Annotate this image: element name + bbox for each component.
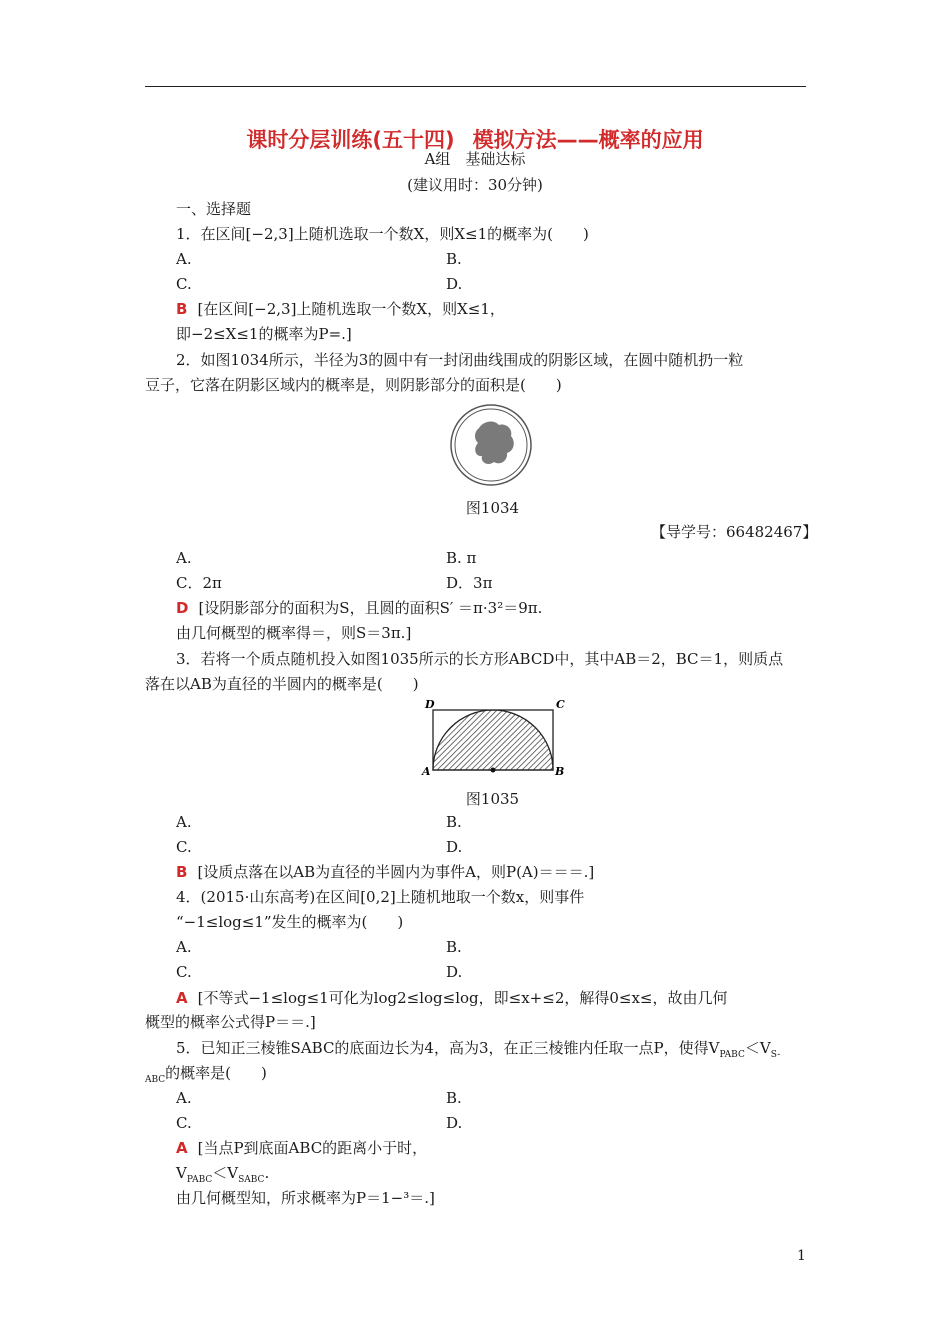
q5-sol-end: . [264, 1164, 270, 1182]
shaded-region [475, 421, 514, 464]
q1-option-d: D. [446, 275, 463, 293]
q3-option-c: C. [176, 838, 192, 856]
q1-solution-line2: 即−2≤X≤1的概率为P=.] [176, 325, 352, 343]
q5-solution-line3: 由几何概型知，所求概率为P＝1−³＝.] [176, 1189, 435, 1207]
vertex-a-label: A [422, 765, 431, 778]
q5-sol-v1: V [176, 1164, 187, 1182]
q2-option-c: C．2π [176, 574, 222, 592]
q5-sol-mid: ＜V [212, 1164, 239, 1182]
q3-solution [176, 862, 594, 882]
group-label: A组 基础达标 [424, 150, 526, 168]
q5-stem-text: 5．已知正三棱锥SABC的底面边长为4，高为3，在正三棱锥内任取一点P，使得V [176, 1039, 720, 1057]
q2-option-b: B. π [446, 549, 477, 567]
page-number: 1 [797, 1248, 806, 1264]
q5-solution [176, 1138, 427, 1158]
q4-stem-line1: 4．(2015·山东高考)在区间[0,2]上随机地取一个数x，则事件 [176, 888, 585, 906]
section-heading: 一、选择题 [176, 200, 252, 218]
q5-solution-line1: [当点P到底面ABC的距离小于时， [197, 1139, 428, 1157]
q5-stem2-text: 的概率是( ) [165, 1064, 267, 1082]
figure-1035-caption: 图1035 [465, 790, 520, 808]
time-label: (建议用时：30分钟) [407, 176, 543, 194]
q4-answer: A [176, 989, 188, 1007]
q2-option-d: D．3π [446, 574, 493, 592]
q5-solution-line2 [176, 1163, 269, 1190]
figure-1034-circle [445, 404, 537, 486]
q5-option-c: C. [176, 1114, 192, 1132]
q2-answer: D [176, 599, 189, 617]
vertex-b-label: B [555, 765, 565, 778]
q4-solution [176, 988, 728, 1008]
q5-option-a: A. [176, 1089, 192, 1107]
figure-1034-caption: 图1034 [465, 499, 520, 517]
q4-solution-line2: 概型的概率公式得P＝＝.] [145, 1013, 316, 1031]
q2-solution-line2: 由几何概型的概率得＝，则S＝3π.] [176, 624, 412, 642]
q3-stem-line2: 落在以AB为直径的半圆内的概率是( ) [145, 675, 419, 693]
q5-sol-sub2: SABC [238, 1175, 265, 1185]
q5-stem-line1 [176, 1038, 780, 1065]
q4-option-c: C. [176, 963, 192, 981]
q4-solution-line1: [不等式−1≤log≤1可化为log2≤log≤log，即≤x+≤2，解得0≤x≤，故由几何 [197, 989, 728, 1007]
q1-stem: 1．在区间[−2,3]上随机选取一个数X，则X≤1的概率为( ) [176, 225, 589, 243]
q3-option-b: B. [446, 813, 462, 831]
q5-option-d: D. [446, 1114, 463, 1132]
q4-stem-line2: “−1≤log≤1”发生的概率为( ) [176, 913, 404, 931]
q2-solution [176, 598, 542, 618]
q3-solution-text: [设质点落在以AB为直径的半圆内为事件A，则P(A)＝＝＝.] [197, 863, 595, 881]
q5-answer: A [176, 1139, 188, 1157]
q5-sol-sub1: PABC [186, 1175, 213, 1185]
title-part2: 模拟方法——概率的应用 [472, 128, 704, 152]
q1-option-b: B. [446, 250, 462, 268]
title-part1: 课时分层训练(五十四) [246, 128, 455, 152]
header-rule [145, 86, 806, 87]
q1-solution [176, 299, 505, 319]
q2-option-a: A. [176, 549, 192, 567]
guide-number: 【导学号：66482467】 [651, 523, 818, 541]
q1-option-a: A. [176, 250, 192, 268]
q5-stem-mid: ＜V [744, 1039, 771, 1057]
vertex-d-label: D [425, 698, 435, 711]
q3-answer: B [176, 863, 188, 881]
semicircle-region [433, 710, 553, 770]
q1-option-c: C. [176, 275, 192, 293]
q1-answer: B [176, 300, 188, 318]
q5-stem2-sub: ABC [145, 1075, 166, 1085]
q5-stem-line2 [145, 1063, 267, 1090]
q5-stem-sub1: PABC [719, 1050, 745, 1060]
vertex-c-label: C [556, 698, 565, 711]
q4-option-b: B. [446, 938, 462, 956]
q2-stem-line1: 2．如图1034所示，半径为3的圆中有一封闭曲线围成的阴影区域，在圆中随机扔一粒 [176, 351, 744, 369]
q3-stem-line1: 3．若将一个质点随机投入如图1035所示的长方形ABCD中，其中AB＝2，BC＝1，则质点 [176, 650, 784, 668]
q4-option-d: D. [446, 963, 463, 981]
q5-stem-sub2: S- [770, 1050, 781, 1060]
q3-option-d: D. [446, 838, 463, 856]
q2-stem-line2: 豆子，它落在阴影区域内的概率是，则阴影部分的面积是( ) [145, 376, 562, 394]
q1-solution-line1: [在区间[−2,3]上随机选取一个数X，则X≤1， [197, 300, 505, 318]
q2-solution-line1: [设阴影部分的面积为S，且圆的面积S′ ＝π·3²＝9π. [198, 599, 543, 617]
q4-option-a: A. [176, 938, 192, 956]
q3-option-a: A. [176, 813, 192, 831]
figure-1035-rectangle [418, 698, 570, 780]
q5-option-b: B. [446, 1089, 462, 1107]
